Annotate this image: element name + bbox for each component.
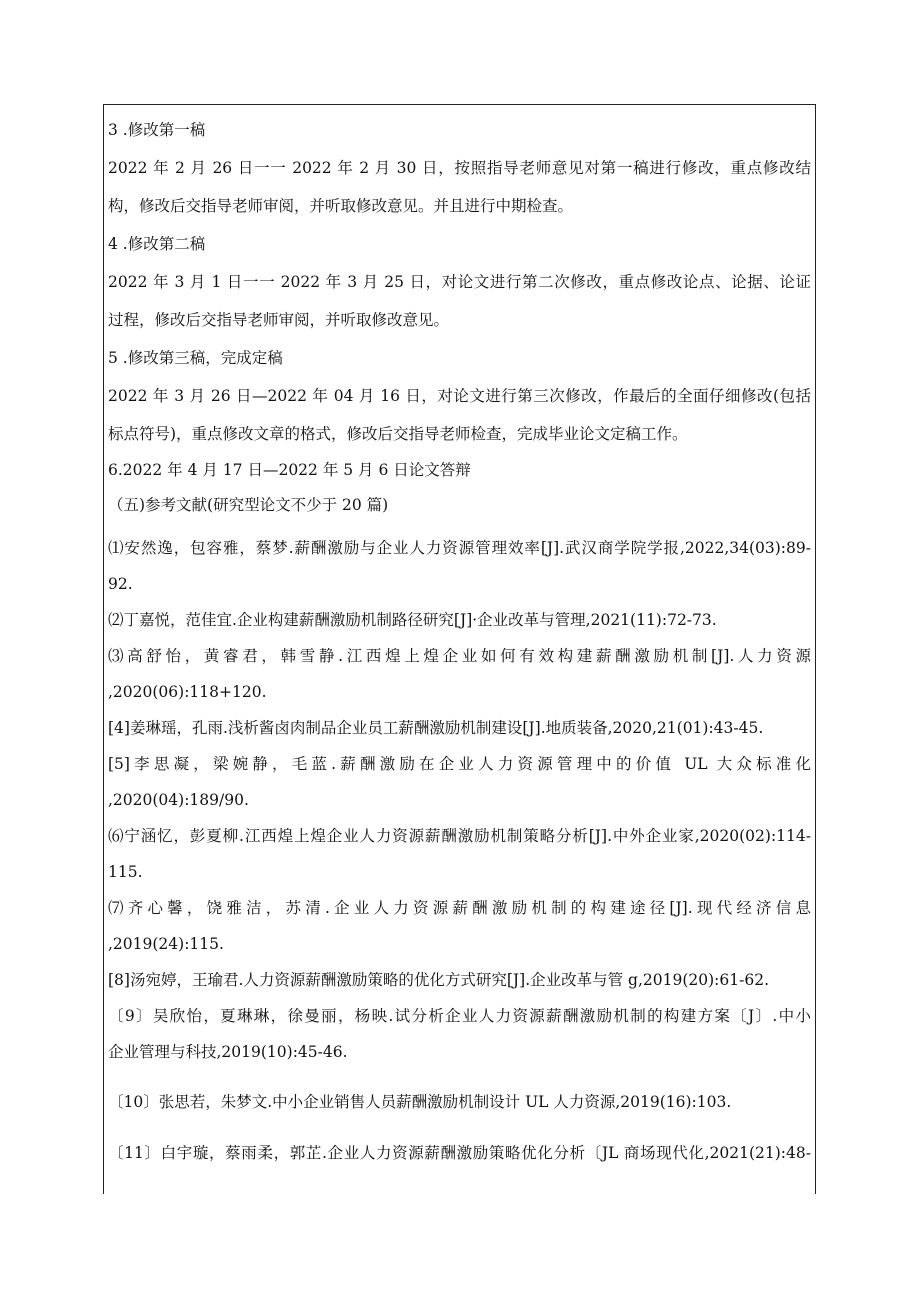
section-heading-revision-1: 3 .修改第一稿 bbox=[108, 121, 206, 139]
reference-line: ⑵丁嘉悦，范佳宜.企业构建薪酬激励机制路径研究[J]·企业改革与管理,2021(11):72-73. bbox=[108, 611, 717, 629]
section-heading-revision-3: 5 .修改第三稿，完成定稿 bbox=[108, 349, 283, 367]
reference-line: 〔10〕张思若，朱梦文.中小企业销售人员薪酬激励机制设计 UL 人力资源,2019(16):103. bbox=[108, 1093, 732, 1111]
section-heading-defense: 6.2022 年 4 月 17 日—2022 年 5 月 6 日论文答辩 bbox=[108, 461, 471, 479]
document-frame bbox=[103, 104, 816, 1194]
paragraph-line: 过程，修改后交指导老师审阅，并听取修改意见。 bbox=[108, 311, 450, 329]
reference-line: [5]李思凝，梁婉静，毛蓝.薪酬激励在企业人力资源管理中的价值 UL 大众标准化 bbox=[108, 755, 811, 773]
paragraph-line: 2022 年 3 月 1 日一一 2022 年 3 月 25 日，对论文进行第二次修改，重点修改论点、论据、论证 bbox=[108, 273, 811, 291]
reference-line: 〔11〕白宇璇，蔡雨柔，郭芷.企业人力资源薪酬激励策略优化分析〔JL 商场现代化,2021(21):48- bbox=[108, 1144, 811, 1162]
reference-line: [8]汤宛婷，王瑜君.人力资源薪酬激励策略的优化方式研究[J].企业改革与管 g,2019(20):61-62. bbox=[108, 971, 769, 989]
paragraph-line: 2022 年 3 月 26 日—2022 年 04 月 16 日，对论文进行第三次修改，作最后的全面仔细修改(包括 bbox=[108, 387, 811, 405]
paragraph-line: 2022 年 2 月 26 日一一 2022 年 2 月 30 日，按照指导老师意见对第一稿进行修改，重点修改结 bbox=[108, 159, 811, 177]
paragraph-line: 构，修改后交指导老师审阅，并听取修改意见。并且进行中期检查。 bbox=[108, 197, 574, 215]
section-heading-revision-2: 4 .修改第二稿 bbox=[108, 235, 206, 253]
reference-line: 115. bbox=[108, 863, 143, 881]
reference-line: ⑶高舒怡，黄睿君，韩雪静.江西煌上煌企业如何有效构建薪酬激励机制[J].人力资源 bbox=[108, 647, 811, 665]
reference-line: ⑺齐心馨，饶雅洁，苏清.企业人力资源薪酬激励机制的构建途径[J].现代经济信息 bbox=[108, 899, 811, 917]
reference-line: ⑹宁涵忆，彭夏柳.江西煌上煌企业人力资源薪酬激励机制策略分析[J].中外企业家,2020(02):114- bbox=[108, 827, 811, 845]
references-heading: （五)参考文献(研究型论文不少于 20 篇) bbox=[108, 496, 389, 514]
reference-line: 92. bbox=[108, 575, 133, 593]
reference-line: ,2020(06):118+120. bbox=[108, 683, 267, 701]
reference-line: ,2019(24):115. bbox=[108, 935, 224, 953]
reference-line: 企业管理与科技,2019(10):45-46. bbox=[108, 1043, 348, 1061]
reference-line: [4]姜琳瑶，孔雨.浅析酱卤肉制品企业员工薪酬激励机制建设[J].地质装备,2020,21(01):43-45. bbox=[108, 719, 764, 737]
reference-line: ⑴安然逸，包容雅，蔡梦.薪酬激励与企业人力资源管理效率[J].武汉商学院学报,2022,34(03):89- bbox=[108, 539, 811, 557]
reference-line: ,2020(04):189/90. bbox=[108, 791, 249, 809]
reference-line: 〔9〕吴欣怡，夏琳琳，徐曼丽，杨映.试分析企业人力资源薪酬激励机制的构建方案〔J〕.中小 bbox=[108, 1007, 811, 1025]
paragraph-line: 标点符号)，重点修改文章的格式，修改后交指导老师检查，完成毕业论文定稿工作。 bbox=[108, 425, 688, 443]
